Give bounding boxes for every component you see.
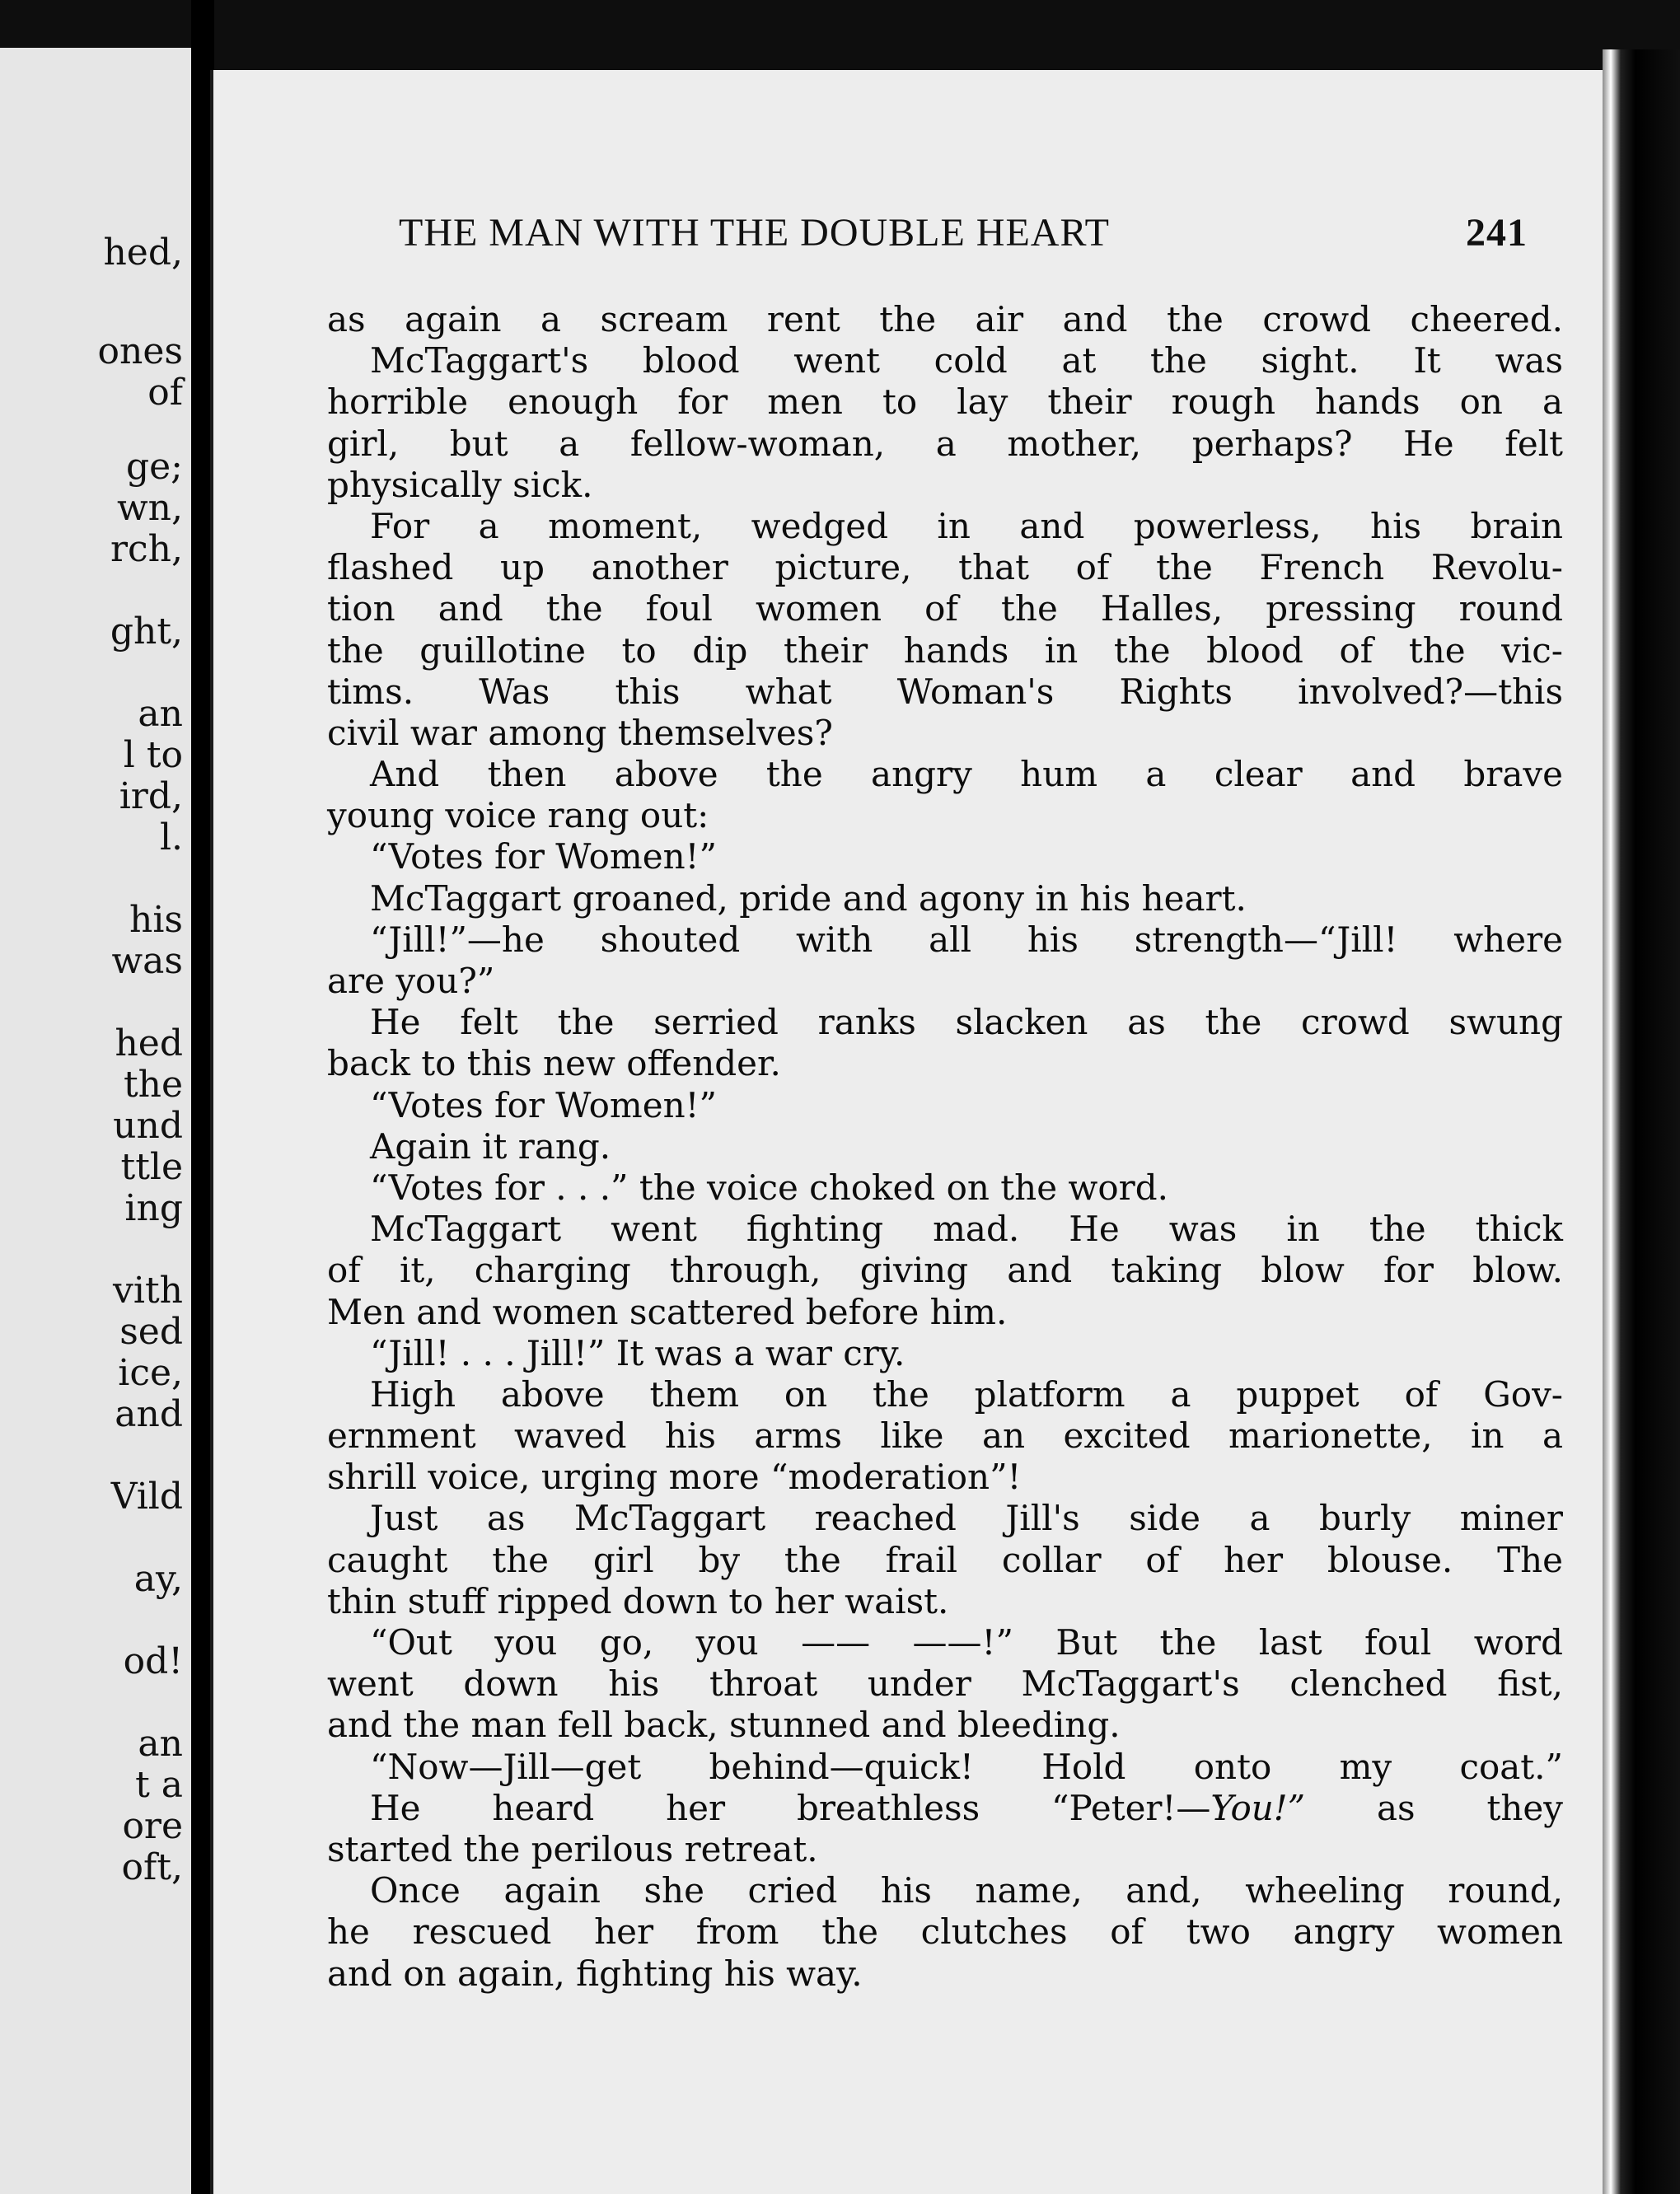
facing-page-fragment: ay, (133, 1558, 183, 1600)
page-number: 241 (1466, 211, 1528, 255)
book-page (210, 70, 1606, 2194)
text-line: young voice rang out: (327, 795, 709, 836)
text-line: High above them on the platform a puppet of Gov- (370, 1373, 1563, 1415)
facing-page-fragment: und (113, 1105, 183, 1147)
text-line: “Now—Jill—get behind—quick! Hold onto my coat.” (370, 1746, 1563, 1787)
text-line: Men and women scattered before him. (327, 1291, 1008, 1332)
text-line: civil war among themselves? (327, 712, 833, 753)
text-line: McTaggart groaned, pride and agony in his heart. (370, 877, 1247, 919)
text-line: McTaggart's blood went cold at the sight. It was (370, 340, 1563, 381)
text-line (327, 1788, 1563, 1829)
facing-page-fragment: and (115, 1393, 183, 1435)
facing-page-fragment: ones (97, 330, 183, 372)
text-line: flashed up another picture, that of the French Revolu- (327, 547, 1563, 588)
text-line: horrible enough for men to lay their rough hands on a (327, 381, 1563, 423)
text-line: “Jill! . . . Jill!” It was a war cry. (370, 1332, 906, 1373)
text-line: “Votes for Women!” (370, 836, 717, 877)
text-line: He felt the serried ranks slacken as the crowd swung (370, 1002, 1563, 1043)
text-line: And then above the angry hum a clear and brave (370, 754, 1563, 795)
facing-page-fragment: his (129, 899, 183, 941)
text-line: “Votes for Women!” (370, 1084, 717, 1125)
text-line: girl, but a fellow-woman, a mother, perhaps? He felt (327, 423, 1563, 464)
text-line: he rescued her from the clutches of two angry women (327, 1911, 1563, 1953)
text-line: went down his throat under McTaggart's clenched fist, (327, 1663, 1563, 1705)
facing-page-fragment: l to (123, 734, 183, 776)
text-line: physically sick. (327, 464, 593, 505)
text-line: Just as McTaggart reached Jill's side a burly miner (370, 1498, 1563, 1539)
facing-page-fragment: ird, (119, 775, 183, 817)
facing-page-fragment: ght, (110, 610, 183, 653)
text-line: the guillotine to dip their hands in the blood of the vic- (327, 629, 1563, 671)
facing-page-fragment: oft, (121, 1846, 183, 1888)
facing-page-fragment: ice, (118, 1352, 183, 1394)
running-head-title: THE MAN WITH THE DOUBLE HEART (399, 211, 1110, 255)
body-text (327, 299, 1563, 1995)
text-line: shrill voice, urging more “moderation”! (327, 1457, 1022, 1498)
text-line: as again a scream rent the air and the crowd cheered. (327, 299, 1563, 339)
text-line: of it, charging through, giving and taking blow for blow. (327, 1250, 1563, 1291)
text-line: are you?” (327, 961, 495, 1001)
text-line-italic-segment: You!” (1210, 1787, 1306, 1828)
text-line: tims. Was this what Woman's Rights involved?—this (327, 671, 1563, 712)
text-line: “Jill!”—he shouted with all his strength—“Jill! where (370, 919, 1563, 960)
running-head (399, 210, 1569, 255)
page-edge-right (1603, 49, 1680, 2194)
text-line-segment: He heard her breathless “Peter!— (370, 1787, 1211, 1828)
text-line: Once again she cried his name, and, wheeling round, (370, 1870, 1563, 1911)
facing-page-fragment: ore (122, 1805, 183, 1847)
text-line: Again it rang. (370, 1125, 611, 1167)
facing-page-fragment: l. (159, 816, 183, 858)
facing-page-fragment: vith (113, 1270, 183, 1312)
text-line: tion and the foul women of the Halles, pressing round (327, 588, 1563, 629)
facing-page-fragment: Vild (110, 1476, 183, 1518)
facing-page-text-fragments (0, 48, 183, 2194)
text-line-segment: as they (1305, 1787, 1563, 1828)
facing-page-fragment: ttle (120, 1146, 183, 1188)
text-line: “Votes for . . .” the voice choked on the word. (370, 1167, 1168, 1208)
facing-page-fragment: wn, (117, 487, 183, 529)
facing-page-fragment: sed (119, 1311, 183, 1353)
facing-page-fragment: an (138, 693, 183, 735)
text-line: ernment waved his arms like an excited marionette, in a (327, 1415, 1563, 1457)
facing-page-fragment: hed (115, 1022, 183, 1064)
text-line: back to this new offender. (327, 1043, 781, 1084)
facing-page-left (0, 48, 191, 2194)
text-line: and on again, fighting his way. (327, 1953, 863, 1994)
text-line: For a moment, wedged in and powerless, his brain (370, 505, 1563, 546)
facing-page-fragment: rch, (110, 528, 183, 570)
text-line: McTaggart went fighting mad. He was in the thick (370, 1209, 1563, 1250)
text-line: caught the girl by the frail collar of her blouse. The (327, 1539, 1563, 1580)
facing-page-fragment: t a (135, 1764, 183, 1806)
facing-page-fragment: od! (123, 1640, 183, 1682)
facing-page-fragment: an (138, 1723, 183, 1765)
facing-page-fragment: was (111, 940, 183, 982)
facing-page-fragment: of (147, 372, 183, 414)
facing-page-fragment: hed, (103, 232, 183, 274)
facing-page-fragment: ing (124, 1187, 183, 1229)
text-line: “Out you go, you —— ——!” But the last foul word (370, 1622, 1563, 1663)
facing-page-fragment: ge; (125, 446, 183, 488)
facing-page-fragment: the (123, 1064, 183, 1106)
text-line: and the man fell back, stunned and bleeding. (327, 1705, 1121, 1746)
text-line: started the perilous retreat. (327, 1828, 818, 1869)
text-line: thin stuff ripped down to her waist. (327, 1580, 949, 1621)
